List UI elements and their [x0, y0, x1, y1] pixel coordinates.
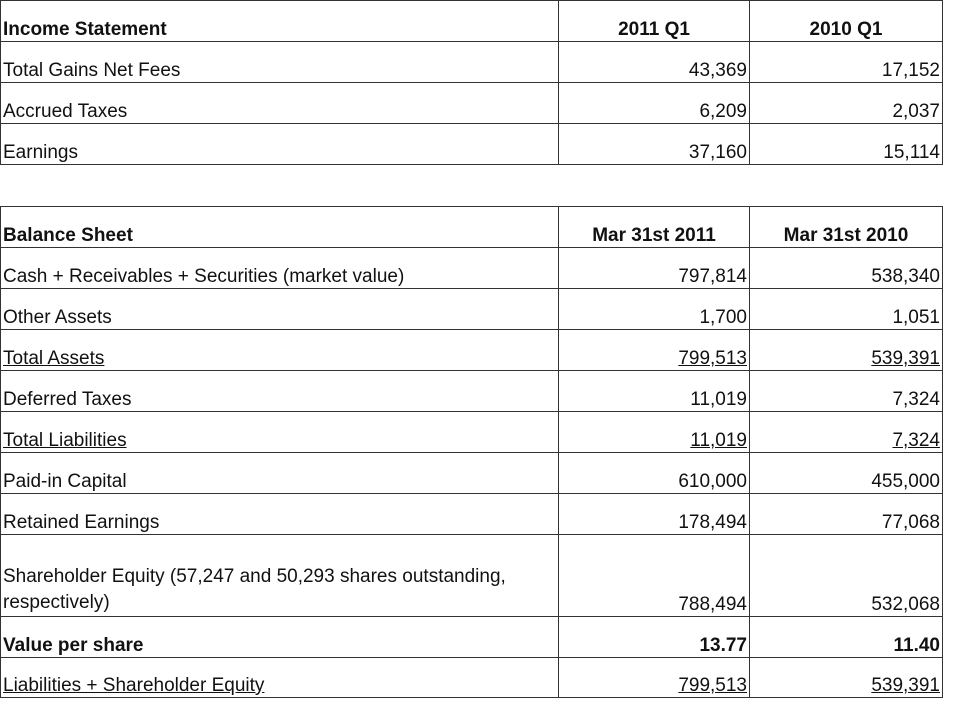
underlined-text: 799,513 [678, 348, 747, 369]
cell-value[interactable]: 788,494 [559, 535, 750, 617]
underlined-text: 539,391 [871, 348, 940, 369]
cell-value[interactable]: 1,700 [559, 289, 750, 330]
table-row [1, 124, 943, 165]
underlined-text: 799,513 [678, 675, 747, 696]
table-row [1, 42, 943, 83]
row-label-retained-earnings[interactable]: Retained Earnings [1, 494, 559, 535]
underlined-text: Total Assets [3, 348, 105, 369]
cell-value[interactable] [559, 658, 750, 698]
cell-value[interactable] [750, 330, 943, 371]
table-row [1, 248, 943, 289]
column-header-mar-2010[interactable]: Mar 31st 2010 [750, 207, 943, 248]
row-label-shareholder-equity[interactable]: Shareholder Equity (57,247 and 50,293 shares outstanding, respectively) [1, 535, 559, 617]
cell-value[interactable]: 17,152 [750, 42, 943, 83]
table-row [1, 371, 943, 412]
table-row [1, 289, 943, 330]
table-header-row [1, 207, 943, 248]
cell-value[interactable]: 13.77 [559, 617, 750, 658]
cell-value[interactable]: 43,369 [559, 42, 750, 83]
row-label-other-assets[interactable]: Other Assets [1, 289, 559, 330]
cell-value[interactable] [750, 658, 943, 698]
balance-sheet-table [0, 206, 943, 698]
row-label-total-assets[interactable] [1, 330, 559, 371]
income-statement-table [0, 0, 943, 165]
underlined-text: 539,391 [871, 675, 940, 696]
table-row [1, 453, 943, 494]
underlined-text: 11,019 [690, 430, 747, 451]
cell-value[interactable]: 455,000 [750, 453, 943, 494]
row-label-total-gains-net-fees[interactable]: Total Gains Net Fees [1, 42, 559, 83]
row-label-accrued-taxes[interactable]: Accrued Taxes [1, 83, 559, 124]
income-statement-title[interactable]: Income Statement [1, 1, 559, 42]
table-row [1, 535, 943, 617]
cell-value[interactable] [750, 412, 943, 453]
column-header-2011-q1[interactable]: 2011 Q1 [559, 1, 750, 42]
cell-value[interactable]: 538,340 [750, 248, 943, 289]
row-label-earnings[interactable]: Earnings [1, 124, 559, 165]
cell-value[interactable]: 610,000 [559, 453, 750, 494]
column-header-mar-2011[interactable]: Mar 31st 2011 [559, 207, 750, 248]
cell-value[interactable] [559, 412, 750, 453]
cell-value[interactable]: 2,037 [750, 83, 943, 124]
table-row [1, 83, 943, 124]
cell-value[interactable]: 532,068 [750, 535, 943, 617]
table-row [1, 658, 943, 698]
table-row [1, 412, 943, 453]
table-header-row [1, 1, 943, 42]
balance-sheet-title[interactable]: Balance Sheet [1, 207, 559, 248]
cell-value[interactable]: 6,209 [559, 83, 750, 124]
cell-value[interactable]: 37,160 [559, 124, 750, 165]
cell-value[interactable]: 15,114 [750, 124, 943, 165]
table-row [1, 330, 943, 371]
cell-value[interactable]: 77,068 [750, 494, 943, 535]
cell-value[interactable]: 11.40 [750, 617, 943, 658]
table-row [1, 617, 943, 658]
cell-value[interactable]: 7,324 [750, 371, 943, 412]
cell-value[interactable] [559, 330, 750, 371]
row-label-total-liabilities[interactable] [1, 412, 559, 453]
row-label-value-per-share[interactable]: Value per share [1, 617, 559, 658]
underlined-text: Total Liabilities [3, 430, 127, 451]
cell-value[interactable]: 178,494 [559, 494, 750, 535]
underlined-text: Liabilities + Shareholder Equity [3, 675, 265, 696]
table-row [1, 494, 943, 535]
cell-value[interactable]: 797,814 [559, 248, 750, 289]
row-label-liabilities-plus-equity[interactable] [1, 658, 559, 698]
row-label-paid-in-capital[interactable]: Paid-in Capital [1, 453, 559, 494]
column-header-2010-q1[interactable]: 2010 Q1 [750, 1, 943, 42]
cell-value[interactable]: 11,019 [559, 371, 750, 412]
cell-value[interactable]: 1,051 [750, 289, 943, 330]
underlined-text: 7,324 [892, 430, 940, 451]
row-label-cash-receivables-securities[interactable]: Cash + Receivables + Securities (market value) [1, 248, 559, 289]
row-label-deferred-taxes[interactable]: Deferred Taxes [1, 371, 559, 412]
